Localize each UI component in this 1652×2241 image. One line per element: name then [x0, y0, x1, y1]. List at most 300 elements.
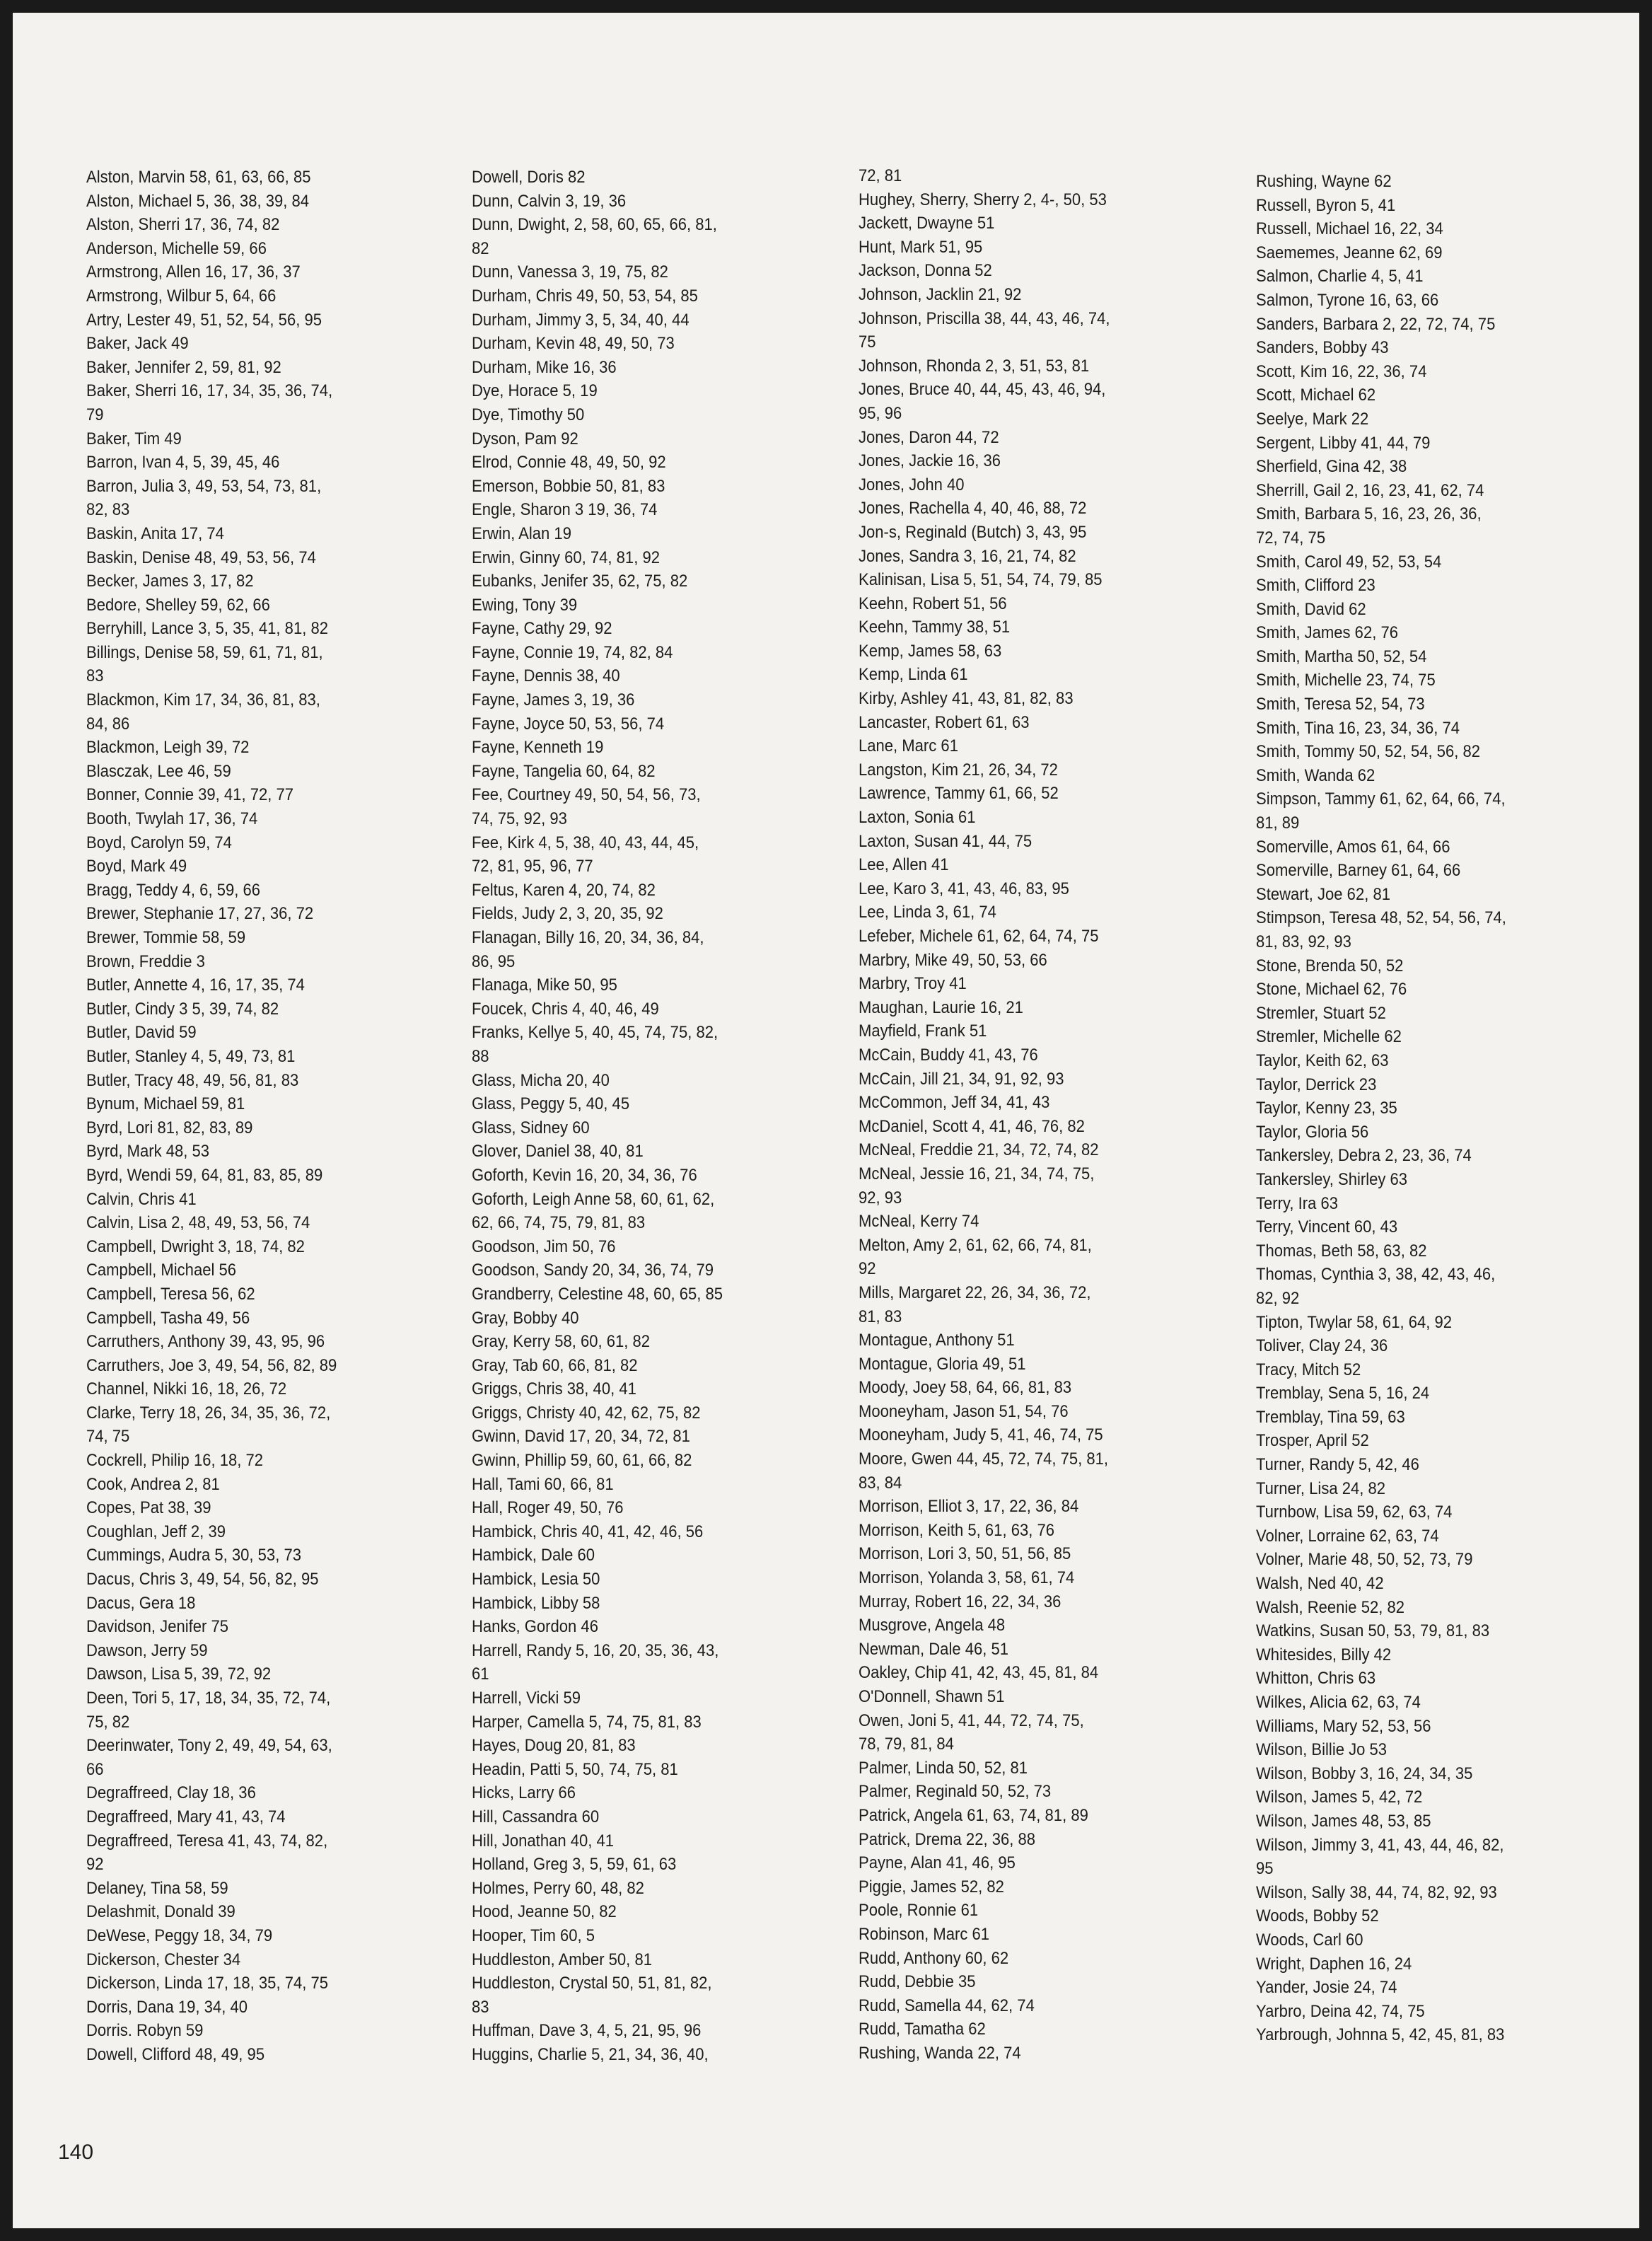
index-entry: Davidson, Jenifer 75 [86, 1617, 229, 1637]
index-entry: Keehn, Tammy 38, 51 [859, 618, 1011, 637]
index-entry: Delaney, Tina 58, 59 [86, 1878, 228, 1898]
index-entry: Delashmit, Donald 39 [86, 1902, 235, 1922]
index-entry: Headin, Patti 5, 50, 74, 75, 81 [472, 1759, 678, 1779]
index-entry: Gray, Kerry 58, 60, 61, 82 [472, 1332, 651, 1352]
page-number: 140 [58, 2141, 94, 2164]
index-entry: Harrell, Vicki 59 [472, 1689, 581, 1708]
index-entry: 81, 89 [1256, 813, 1300, 833]
index-entry: O'Donnell, Shawn 51 [859, 1687, 1005, 1706]
index-entry: Woods, Carl 60 [1256, 1930, 1363, 1950]
index-entry: Gwinn, Phillip 59, 60, 61, 66, 82 [472, 1451, 692, 1471]
index-entry: McCain, Jill 21, 34, 91, 92, 93 [859, 1069, 1064, 1089]
index-entry: Dacus, Gera 18 [86, 1593, 196, 1613]
index-entry: 61 [472, 1664, 489, 1684]
index-entry: 74, 75, 92, 93 [472, 809, 567, 829]
index-entry: Huddleston, Amber 50, 81 [472, 1950, 652, 1969]
index-entry: Glass, Sidney 60 [472, 1118, 590, 1137]
index-entry: Carruthers, Anthony 39, 43, 95, 96 [86, 1332, 325, 1352]
index-entry: Durham, Kevin 48, 49, 50, 73 [472, 334, 675, 354]
index-entry: Maughan, Laurie 16, 21 [859, 997, 1023, 1017]
index-entry: Walsh, Ned 40, 42 [1256, 1574, 1384, 1594]
index-entry: Alston, Marvin 58, 61, 63, 66, 85 [86, 168, 311, 187]
index-entry: Baskin, Denise 48, 49, 53, 56, 74 [86, 548, 316, 567]
index-entry: Wilson, Jimmy 3, 41, 43, 44, 46, 82, [1256, 1835, 1504, 1855]
index-entry: Wilson, Billie Jo 53 [1256, 1740, 1388, 1760]
index-entry: Copes, Pat 38, 39 [86, 1498, 211, 1518]
index-entry: Johnson, Jacklin 21, 92 [859, 284, 1022, 304]
index-entry: 72, 74, 75 [1256, 528, 1326, 548]
index-entry: Billings, Denise 58, 59, 61, 71, 81, [86, 642, 323, 662]
index-entry: Lee, Karo 3, 41, 43, 46, 83, 95 [859, 879, 1069, 898]
index-entry: Toliver, Clay 24, 36 [1256, 1336, 1388, 1356]
index-entry: Hill, Cassandra 60 [472, 1807, 600, 1826]
index-entry: Hambick, Libby 58 [472, 1593, 600, 1613]
index-entry: McNeal, Jessie 16, 21, 34, 74, 75, [859, 1164, 1095, 1183]
index-entry: McDaniel, Scott 4, 41, 46, 76, 82 [859, 1116, 1085, 1136]
index-entry: 86, 95 [472, 951, 516, 971]
index-entry: Taylor, Keith 62, 63 [1256, 1050, 1389, 1070]
index-entry: Morrison, Yolanda 3, 58, 61, 74 [859, 1568, 1075, 1588]
index-entry: Lefeber, Michele 61, 62, 64, 74, 75 [859, 927, 1099, 946]
index-entry: Sanders, Bobby 43 [1256, 338, 1389, 358]
index-entry: Smith, James 62, 76 [1256, 623, 1398, 643]
index-entry: Owen, Joni 5, 41, 44, 72, 74, 75, [859, 1710, 1084, 1730]
index-entry: Smith, Teresa 52, 54, 73 [1256, 695, 1425, 714]
index-entry: Oakley, Chip 41, 42, 43, 45, 81, 84 [859, 1663, 1099, 1683]
index-entry: Ewing, Tony 39 [472, 595, 578, 615]
index-entry: 82 [472, 238, 489, 258]
index-entry: Durham, Jimmy 3, 5, 34, 40, 44 [472, 310, 690, 330]
index-entry: Armstrong, Allen 16, 17, 36, 37 [86, 262, 301, 282]
index-entry: Goforth, Kevin 16, 20, 34, 36, 76 [472, 1165, 697, 1185]
index-entry: Fayne, Kenneth 19 [472, 738, 604, 758]
index-entry: Booth, Twylah 17, 36, 74 [86, 809, 258, 829]
index-entry: Cockrell, Philip 16, 18, 72 [86, 1451, 264, 1471]
index-entry: Brown, Freddie 3 [86, 951, 205, 971]
index-entry: Poole, Ronnie 61 [859, 1901, 979, 1921]
index-entry: Griggs, Christy 40, 42, 62, 75, 82 [472, 1403, 701, 1423]
index-entry: Hall, Roger 49, 50, 76 [472, 1498, 624, 1518]
index-entry: Bonner, Connie 39, 41, 72, 77 [86, 785, 294, 805]
index-entry: Stone, Michael 62, 76 [1256, 980, 1407, 1000]
index-entry: Johnson, Priscilla 38, 44, 43, 46, 74, [859, 308, 1110, 328]
index-entry: Byrd, Wendi 59, 64, 81, 83, 85, 89 [86, 1165, 323, 1185]
index-entry: Tankersley, Debra 2, 23, 36, 74 [1256, 1146, 1472, 1166]
index-entry: Jones, John 40 [859, 475, 965, 494]
index-entry: Hicks, Larry 66 [472, 1783, 576, 1803]
index-entry: Fee, Courtney 49, 50, 54, 56, 73, [472, 785, 701, 805]
index-entry: Turner, Lisa 24, 82 [1256, 1478, 1386, 1498]
index-entry: Clarke, Terry 18, 26, 34, 35, 36, 72, [86, 1403, 331, 1423]
index-entry: 92, 93 [859, 1188, 902, 1208]
index-entry: Barron, Julia 3, 49, 53, 54, 73, 81, [86, 476, 322, 496]
index-entry: Harrell, Randy 5, 16, 20, 35, 36, 43, [472, 1640, 719, 1660]
index-entry: Stewart, Joe 62, 81 [1256, 884, 1390, 904]
index-entry: Dunn, Calvin 3, 19, 36 [472, 191, 627, 211]
index-entry: 75 [859, 332, 876, 352]
index-entry: Morrison, Keith 5, 61, 63, 76 [859, 1520, 1055, 1540]
index-entry: Wilson, James 5, 42, 72 [1256, 1788, 1423, 1807]
index-entry: Rushing, Wayne 62 [1256, 172, 1392, 191]
index-entry: Degraffreed, Mary 41, 43, 74 [86, 1807, 286, 1826]
index-entry: Glover, Daniel 38, 40, 81 [472, 1142, 644, 1162]
index-entry: Smith, Michelle 23, 74, 75 [1256, 671, 1436, 690]
index-entry: Wilkes, Alicia 62, 63, 74 [1256, 1693, 1421, 1712]
index-entry: Morrison, Elliot 3, 17, 22, 36, 84 [859, 1497, 1079, 1517]
index-entry: Blasczak, Lee 46, 59 [86, 761, 231, 781]
index-entry: Rudd, Tamatha 62 [859, 2020, 986, 2039]
index-entry: Eubanks, Jenifer 35, 62, 75, 82 [472, 572, 688, 591]
index-entry: Channel, Nikki 16, 18, 26, 72 [86, 1379, 287, 1399]
index-entry: Blackmon, Kim 17, 34, 36, 81, 83, [86, 690, 320, 710]
index-entry: Alston, Sherri 17, 36, 74, 82 [86, 215, 280, 235]
index-entry: McNeal, Freddie 21, 34, 72, 74, 82 [859, 1140, 1099, 1160]
index-entry: Mooneyham, Jason 51, 54, 76 [859, 1401, 1069, 1421]
index-entry: Hambick, Lesia 50 [472, 1570, 600, 1589]
index-entry: Jones, Daron 44, 72 [859, 427, 999, 447]
index-entry: Russell, Michael 16, 22, 34 [1256, 219, 1443, 239]
index-entry: Smith, Carol 49, 52, 53, 54 [1256, 552, 1442, 572]
index-entry: Erwin, Alan 19 [472, 523, 571, 543]
index-entry: Fayne, Tangelia 60, 64, 82 [472, 761, 656, 781]
index-entry: Baker, Tim 49 [86, 429, 182, 448]
index-entry: Dawson, Lisa 5, 39, 72, 92 [86, 1664, 272, 1684]
index-entry: Kalinisan, Lisa 5, 51, 54, 74, 79, 85 [859, 570, 1103, 590]
index-entry: Terry, Ira 63 [1256, 1193, 1339, 1213]
index-entry: Hambick, Chris 40, 41, 42, 46, 56 [472, 1522, 704, 1541]
index-entry: Flanaga, Mike 50, 95 [472, 975, 617, 995]
index-entry: Montague, Anthony 51 [859, 1331, 1015, 1350]
index-entry: Hall, Tami 60, 66, 81 [472, 1474, 614, 1494]
index-entry: McCommon, Jeff 34, 41, 43 [859, 1093, 1050, 1113]
index-entry: Blackmon, Leigh 39, 72 [86, 738, 250, 758]
index-entry: Whitton, Chris 63 [1256, 1669, 1376, 1689]
index-entry: Palmer, Linda 50, 52, 81 [859, 1758, 1028, 1778]
index-entry: Deerinwater, Tony 2, 49, 49, 54, 63, [86, 1736, 332, 1756]
index-entry: Taylor, Kenny 23, 35 [1256, 1099, 1397, 1118]
index-entry: Kirby, Ashley 41, 43, 81, 82, 83 [859, 689, 1074, 709]
index-entry: 84, 86 [86, 714, 130, 734]
index-entry: Sanders, Barbara 2, 22, 72, 74, 75 [1256, 314, 1496, 334]
index-entry: Smith, Tommy 50, 52, 54, 56, 82 [1256, 742, 1481, 762]
index-entry: 95, 96 [859, 403, 902, 423]
index-entry: Smith, Tina 16, 23, 34, 36, 74 [1256, 718, 1460, 738]
index-entry: Laxton, Susan 41, 44, 75 [859, 831, 1032, 851]
index-entry: Smith, Clifford 23 [1256, 576, 1375, 596]
index-entry: Calvin, Lisa 2, 48, 49, 53, 56, 74 [86, 1213, 310, 1233]
index-entry: Dye, Timothy 50 [472, 405, 585, 424]
index-entry: Seelye, Mark 22 [1256, 409, 1369, 429]
index-entry: Goodson, Jim 50, 76 [472, 1237, 616, 1256]
index-entry: 92 [86, 1855, 104, 1875]
index-entry: Brewer, Stephanie 17, 27, 36, 72 [86, 904, 314, 924]
index-entry: Jones, Bruce 40, 44, 45, 43, 46, 94, [859, 380, 1106, 400]
index-entry: Huffman, Dave 3, 4, 5, 21, 95, 96 [472, 2021, 702, 2041]
index-entry: Gray, Tab 60, 66, 81, 82 [472, 1355, 638, 1375]
index-entry: Lee, Allen 41 [859, 855, 949, 875]
index-entry: Jones, Jackie 16, 36 [859, 451, 1001, 471]
index-entry: Tremblay, Tina 59, 63 [1256, 1407, 1405, 1427]
index-entry: Glass, Micha 20, 40 [472, 1070, 610, 1090]
index-entry: 83 [86, 666, 104, 686]
index-entry: Campbell, Dwright 3, 18, 74, 82 [86, 1237, 305, 1256]
index-entry: Flanagan, Billy 16, 20, 34, 36, 84, [472, 928, 704, 947]
index-entry: Grandberry, Celestine 48, 60, 65, 85 [472, 1284, 723, 1304]
index-entry: Moody, Joey 58, 64, 66, 81, 83 [859, 1378, 1072, 1398]
index-entry: Thomas, Cynthia 3, 38, 42, 43, 46, [1256, 1265, 1496, 1285]
index-entry: 83 [472, 1997, 489, 2017]
index-entry: Erwin, Ginny 60, 74, 81, 92 [472, 548, 660, 567]
index-entry: Becker, James 3, 17, 82 [86, 572, 254, 591]
index-entry: Keehn, Robert 51, 56 [859, 593, 1007, 613]
index-entry: Walsh, Reenie 52, 82 [1256, 1597, 1405, 1617]
index-entry: Volner, Lorraine 62, 63, 74 [1256, 1526, 1439, 1546]
index-entry: Hambick, Dale 60 [472, 1546, 595, 1565]
index-entry: Taylor, Derrick 23 [1256, 1075, 1377, 1094]
index-entry: 74, 75 [86, 1427, 130, 1447]
index-entry: Morrison, Lori 3, 50, 51, 56, 85 [859, 1544, 1071, 1564]
index-entry: Mooneyham, Judy 5, 41, 46, 74, 75 [859, 1425, 1103, 1445]
index-entry: Fayne, Dennis 38, 40 [472, 666, 620, 686]
index-entry: 79 [86, 405, 104, 424]
index-entry: Kemp, James 58, 63 [859, 641, 1002, 661]
index-entry: Sherfield, Gina 42, 38 [1256, 457, 1407, 477]
index-entry: Lawrence, Tammy 61, 66, 52 [859, 784, 1059, 804]
index-entry: Johnson, Rhonda 2, 3, 51, 53, 81 [859, 356, 1090, 376]
index-entry: Campbell, Tasha 49, 56 [86, 1308, 250, 1328]
index-entry: Piggie, James 52, 82 [859, 1877, 1004, 1897]
index-entry: 75, 82 [86, 1712, 130, 1732]
index-entry: Bragg, Teddy 4, 6, 59, 66 [86, 880, 260, 900]
index-entry: Hayes, Doug 20, 81, 83 [472, 1736, 636, 1756]
index-entry: Wilson, Bobby 3, 16, 24, 34, 35 [1256, 1764, 1473, 1783]
index-entry: Bynum, Michael 59, 81 [86, 1094, 245, 1114]
index-entry: Dunn, Vanessa 3, 19, 75, 82 [472, 262, 668, 282]
index-entry: Alston, Michael 5, 36, 38, 39, 84 [86, 191, 310, 211]
index-entry: Marbry, Mike 49, 50, 53, 66 [859, 950, 1047, 970]
index-entry: Durham, Chris 49, 50, 53, 54, 85 [472, 286, 698, 306]
index-entry: Butler, Cindy 3 5, 39, 74, 82 [86, 999, 279, 1019]
index-entry: Yarbrough, Johnna 5, 42, 45, 81, 83 [1256, 2025, 1505, 2045]
index-entry: Lancaster, Robert 61, 63 [859, 712, 1030, 732]
index-column-3 [859, 164, 1110, 2066]
index-entry: Boyd, Carolyn 59, 74 [86, 833, 232, 852]
index-entry: Degraffreed, Clay 18, 36 [86, 1783, 256, 1803]
index-entry: Hood, Jeanne 50, 82 [472, 1902, 617, 1922]
index-entry: Carruthers, Joe 3, 49, 54, 56, 82, 89 [86, 1355, 337, 1375]
index-entry: Woods, Bobby 52 [1256, 1906, 1379, 1926]
index-entry: Kemp, Linda 61 [859, 665, 968, 685]
index-entry: Campbell, Michael 56 [86, 1261, 237, 1280]
index-entry: Holmes, Perry 60, 48, 82 [472, 1878, 644, 1898]
index-entry: Stremler, Michelle 62 [1256, 1027, 1402, 1047]
index-entry: Laxton, Sonia 61 [859, 808, 976, 828]
index-entry: Marbry, Troy 41 [859, 974, 967, 994]
index-entry: Dunn, Dwight, 2, 58, 60, 65, 66, 81, [472, 215, 717, 235]
index-entry: Artry, Lester 49, 51, 52, 54, 56, 95 [86, 310, 322, 330]
index-entry: Thomas, Beth 58, 63, 82 [1256, 1241, 1427, 1261]
index-entry: Stone, Brenda 50, 52 [1256, 956, 1404, 975]
index-entry: Simpson, Tammy 61, 62, 64, 66, 74, [1256, 789, 1506, 809]
index-entry: 95 [1256, 1859, 1274, 1879]
index-column-4 [1256, 170, 1506, 2047]
index-entry: Payne, Alan 41, 46, 95 [859, 1853, 1016, 1873]
index-entry: Smith, Barbara 5, 16, 23, 26, 36, [1256, 504, 1482, 524]
index-entry: Jones, Rachella 4, 40, 46, 88, 72 [859, 499, 1087, 519]
index-entry: Bedore, Shelley 59, 62, 66 [86, 595, 270, 615]
index-entry: Butler, Tracy 48, 49, 56, 81, 83 [86, 1070, 299, 1090]
index-entry: 82, 83 [86, 500, 130, 520]
index-entry: Wright, Daphen 16, 24 [1256, 1954, 1412, 1974]
index-entry: Franks, Kellye 5, 40, 45, 74, 75, 82, [472, 1023, 719, 1043]
index-entry: 83, 84 [859, 1473, 902, 1493]
index-entry: Stimpson, Teresa 48, 52, 54, 56, 74, [1256, 908, 1506, 928]
index-entry: Scott, Kim 16, 22, 36, 74 [1256, 361, 1427, 381]
index-entry: Fields, Judy 2, 3, 20, 35, 92 [472, 904, 663, 924]
index-entry: Somerville, Amos 61, 64, 66 [1256, 837, 1450, 857]
index-entry: Hill, Jonathan 40, 41 [472, 1831, 615, 1851]
index-entry: Patrick, Angela 61, 63, 74, 81, 89 [859, 1805, 1088, 1825]
index-entry: Moore, Gwen 44, 45, 72, 74, 75, 81, [859, 1449, 1109, 1469]
index-entry: Dyson, Pam 92 [472, 429, 578, 448]
index-entry: Sherrill, Gail 2, 16, 23, 41, 62, 74 [1256, 480, 1484, 500]
index-entry: Dorris, Dana 19, 34, 40 [86, 1997, 248, 2017]
index-entry: Butler, Annette 4, 16, 17, 35, 74 [86, 975, 305, 995]
index-entry: Gwinn, David 17, 20, 34, 72, 81 [472, 1427, 690, 1447]
index-entry: Melton, Amy 2, 61, 62, 66, 74, 81, [859, 1235, 1092, 1255]
index-entry: Armstrong, Wilbur 5, 64, 66 [86, 286, 277, 306]
index-entry: Rudd, Samella 44, 62, 74 [859, 1996, 1035, 2015]
index-entry: Huddleston, Crystal 50, 51, 81, 82, [472, 1974, 712, 1993]
index-entry: Engle, Sharon 3 19, 36, 74 [472, 500, 658, 520]
index-entry: Fee, Kirk 4, 5, 38, 40, 43, 44, 45, [472, 833, 699, 852]
index-entry: Patrick, Drema 22, 36, 88 [859, 1829, 1036, 1849]
index-entry: 66 [86, 1759, 104, 1779]
index-entry: Murray, Robert 16, 22, 34, 36 [859, 1592, 1061, 1611]
index-entry: Jackett, Dwayne 51 [859, 214, 995, 233]
index-entry: Hughey, Sherry, Sherry 2, 4-, 50, 53 [859, 190, 1107, 209]
index-entry: Huggins, Charlie 5, 21, 34, 36, 40, [472, 2044, 709, 2064]
index-entry: Byrd, Mark 48, 53 [86, 1142, 210, 1162]
index-entry: Coughlan, Jeff 2, 39 [86, 1522, 226, 1541]
index-entry: Elrod, Connie 48, 49, 50, 92 [472, 453, 666, 473]
index-entry: Durham, Mike 16, 36 [472, 357, 617, 377]
index-entry: Salmon, Charlie 4, 5, 41 [1256, 267, 1424, 286]
index-entry: Turner, Randy 5, 42, 46 [1256, 1455, 1419, 1475]
index-entry: Russell, Byron 5, 41 [1256, 195, 1396, 215]
index-entry: Watkins, Susan 50, 53, 79, 81, 83 [1256, 1621, 1490, 1641]
index-entry: Yander, Josie 24, 74 [1256, 1978, 1397, 1998]
index-entry: 88 [472, 1046, 489, 1066]
index-entry: 92 [859, 1259, 876, 1279]
index-entry: Dawson, Jerry 59 [86, 1640, 208, 1660]
index-entry: Newman, Dale 46, 51 [859, 1639, 1009, 1659]
index-entry: Dye, Horace 5, 19 [472, 381, 598, 401]
index-entry: Degraffreed, Teresa 41, 43, 74, 82, [86, 1831, 328, 1851]
index-entry: Baker, Jennifer 2, 59, 81, 92 [86, 357, 281, 377]
index-entry: Smith, David 62 [1256, 599, 1366, 619]
index-entry: McNeal, Kerry 74 [859, 1212, 979, 1232]
index-entry: Dickerson, Linda 17, 18, 35, 74, 75 [86, 1974, 329, 1993]
index-entry: Jackson, Donna 52 [859, 261, 992, 281]
index-entry: Stremler, Stuart 52 [1256, 1003, 1386, 1023]
index-entry: Tipton, Twylar 58, 61, 64, 92 [1256, 1312, 1453, 1332]
index-page [13, 13, 1639, 2228]
index-entry: 81, 83, 92, 93 [1256, 932, 1351, 951]
index-entry: Boyd, Mark 49 [86, 857, 187, 876]
index-entry: Tracy, Mitch 52 [1256, 1360, 1361, 1379]
index-entry: Deen, Tori 5, 17, 18, 34, 35, 72, 74, [86, 1689, 331, 1708]
index-entry: Cook, Andrea 2, 81 [86, 1474, 220, 1494]
index-entry: Calvin, Chris 41 [86, 1189, 197, 1209]
index-entry: Fayne, Joyce 50, 53, 56, 74 [472, 714, 665, 734]
index-entry: Robinson, Marc 61 [859, 1924, 990, 1944]
index-entry: Wilson, Sally 38, 44, 74, 82, 92, 93 [1256, 1882, 1497, 1902]
index-entry: Mayfield, Frank 51 [859, 1021, 987, 1041]
index-entry: Barron, Ivan 4, 5, 39, 45, 46 [86, 453, 280, 473]
index-entry: Tankersley, Shirley 63 [1256, 1169, 1408, 1189]
index-entry: Smith, Martha 50, 52, 54 [1256, 647, 1427, 666]
index-entry: Hanks, Gordon 46 [472, 1617, 598, 1637]
index-entry: Wilson, James 48, 53, 85 [1256, 1811, 1431, 1831]
index-entry: Hunt, Mark 51, 95 [859, 237, 983, 257]
index-entry: Foucek, Chris 4, 40, 46, 49 [472, 999, 659, 1019]
index-entry: Goodson, Sandy 20, 34, 36, 74, 79 [472, 1261, 714, 1280]
index-entry: Fayne, Cathy 29, 92 [472, 619, 612, 639]
index-entry: Jones, Sandra 3, 16, 21, 74, 82 [859, 546, 1076, 566]
index-entry: 82, 92 [1256, 1288, 1300, 1308]
index-entry: Lane, Marc 61 [859, 736, 958, 756]
index-entry: Trosper, April 52 [1256, 1431, 1369, 1451]
index-entry: Feltus, Karen 4, 20, 74, 82 [472, 880, 656, 900]
index-entry: Jon-s, Reginald (Butch) 3, 43, 95 [859, 522, 1087, 542]
index-entry: Griggs, Chris 38, 40, 41 [472, 1379, 636, 1399]
index-entry: Fayne, James 3, 19, 36 [472, 690, 635, 710]
index-entry: Baskin, Anita 17, 74 [86, 523, 224, 543]
index-entry: Berryhill, Lance 3, 5, 35, 41, 81, 82 [86, 619, 328, 639]
index-entry: Whitesides, Billy 42 [1256, 1645, 1392, 1664]
index-entry: Salmon, Tyrone 16, 63, 66 [1256, 290, 1439, 310]
index-column-2 [472, 166, 723, 2067]
index-entry: Dowell, Doris 82 [472, 168, 586, 187]
index-entry: Terry, Vincent 60, 43 [1256, 1217, 1398, 1237]
index-entry: Butler, Stanley 4, 5, 49, 73, 81 [86, 1046, 296, 1066]
index-entry: Rudd, Debbie 35 [859, 1972, 976, 1992]
index-entry: Rushing, Wanda 22, 74 [859, 2043, 1021, 2063]
index-entry: Dowell, Clifford 48, 49, 95 [86, 2044, 265, 2064]
index-entry: Harper, Camella 5, 74, 75, 81, 83 [472, 1712, 702, 1732]
index-entry: Butler, David 59 [86, 1023, 197, 1043]
index-entry: Hooper, Tim 60, 5 [472, 1926, 595, 1945]
index-entry: Yarbro, Deina 42, 74, 75 [1256, 2001, 1425, 2021]
index-entry: 81, 83 [859, 1307, 902, 1326]
index-entry: Holland, Greg 3, 5, 59, 61, 63 [472, 1855, 677, 1875]
index-entry: 72, 81 [859, 166, 902, 185]
index-entry: Saememes, Jeanne 62, 69 [1256, 243, 1443, 262]
index-entry: Palmer, Reginald 50, 52, 73 [859, 1782, 1052, 1802]
index-entry: Fayne, Connie 19, 74, 82, 84 [472, 642, 673, 662]
index-entry: Somerville, Barney 61, 64, 66 [1256, 861, 1461, 881]
index-entry: Dorris. Robyn 59 [86, 2021, 204, 2041]
index-entry: McCain, Buddy 41, 43, 76 [859, 1045, 1038, 1065]
index-entry: Smith, Wanda 62 [1256, 765, 1375, 785]
index-entry: Tremblay, Sena 5, 16, 24 [1256, 1384, 1430, 1403]
index-entry: Byrd, Lori 81, 82, 83, 89 [86, 1118, 253, 1137]
index-entry: Volner, Marie 48, 50, 52, 73, 79 [1256, 1550, 1473, 1570]
index-entry: Mills, Margaret 22, 26, 34, 36, 72, [859, 1282, 1091, 1302]
index-column-1 [86, 166, 337, 2067]
index-entry: Gray, Bobby 40 [472, 1308, 579, 1328]
